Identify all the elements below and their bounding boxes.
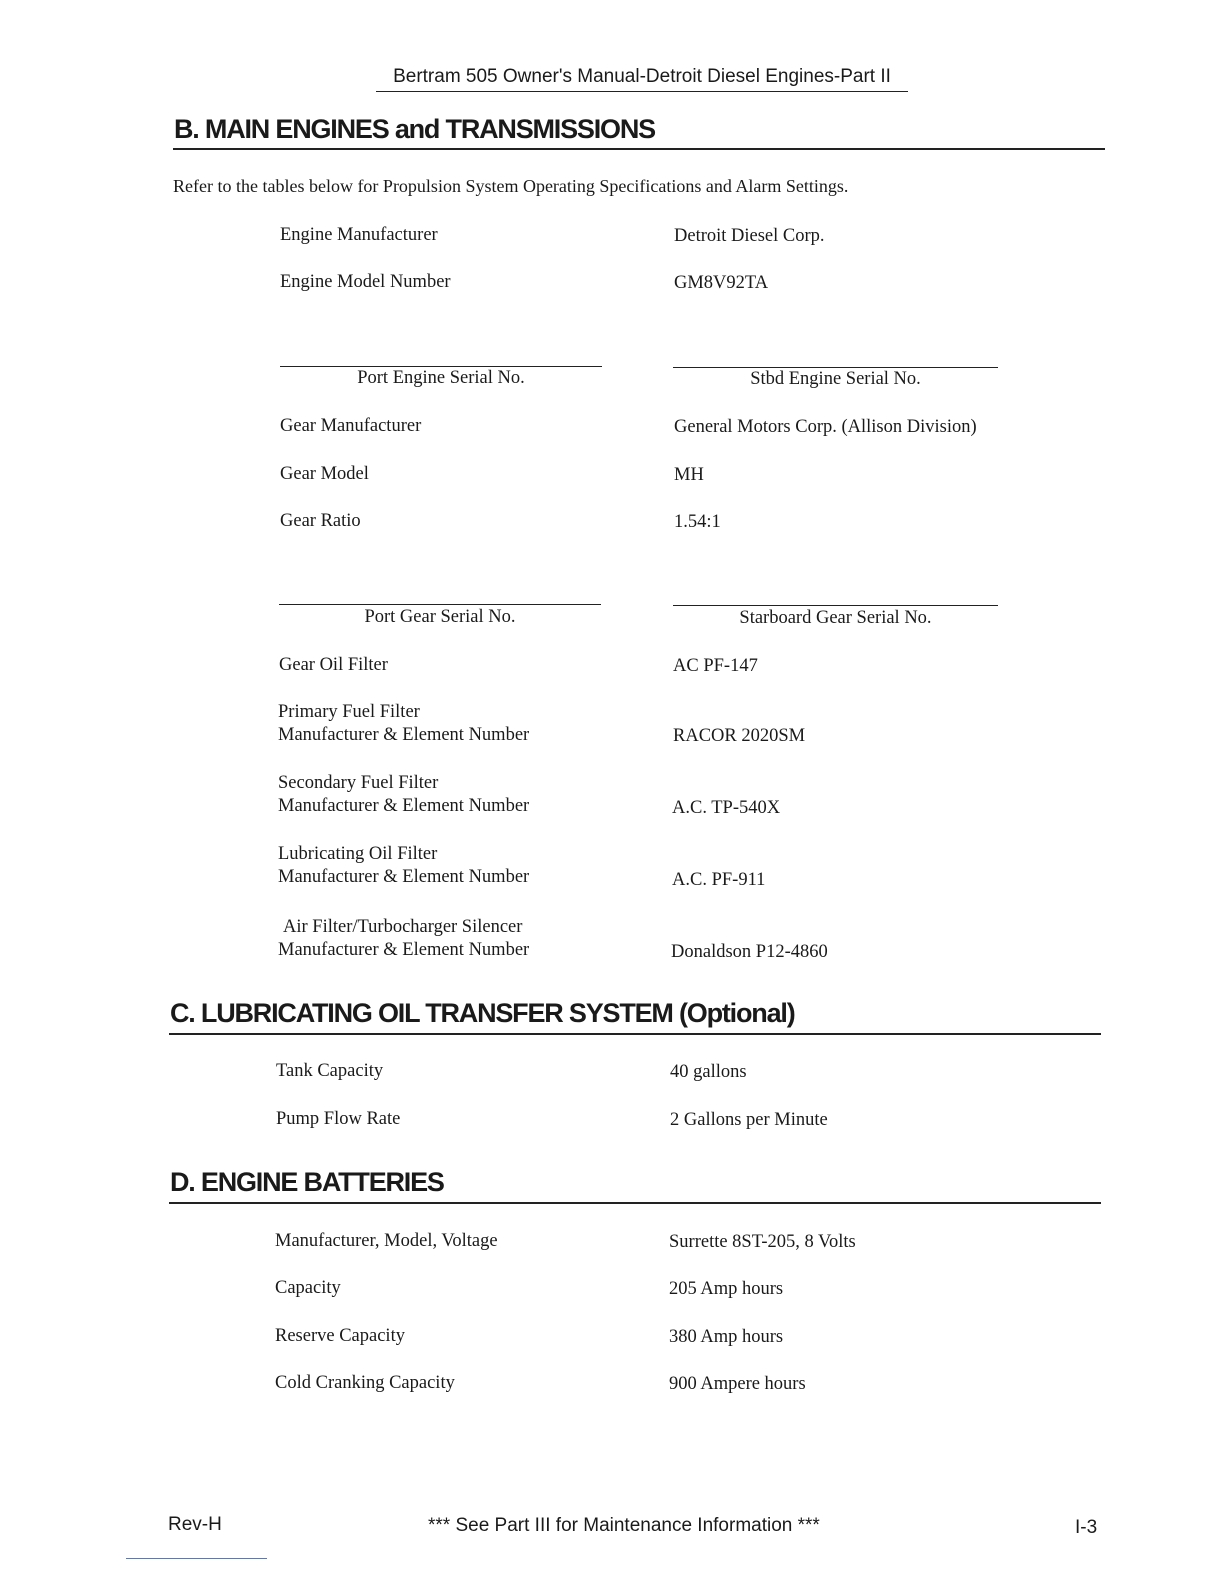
lube-oil-filter-label-line2: Manufacturer & Element Number — [278, 867, 530, 887]
footer-note: *** See Part III for Maintenance Information *** — [428, 1515, 820, 1536]
gear-manufacturer-label: Gear Manufacturer — [280, 416, 422, 436]
gear-model-label: Gear Model — [280, 464, 369, 484]
section-b-title: B. MAIN ENGINES and TRANSMISSIONS — [174, 114, 655, 144]
primary-fuel-filter-value: RACOR 2020SM — [673, 726, 806, 746]
secondary-fuel-filter-label — [278, 772, 529, 818]
cold-cranking-capacity-label: Cold Cranking Capacity — [275, 1373, 455, 1393]
primary-fuel-filter-label — [278, 701, 529, 747]
section-c-rule — [169, 1033, 1101, 1035]
reserve-capacity-label: Reserve Capacity — [275, 1326, 405, 1346]
gear-ratio-label: Gear Ratio — [280, 511, 361, 531]
pump-flow-rate-value: 2 Gallons per Minute — [670, 1110, 828, 1130]
tank-capacity-value: 40 gallons — [670, 1062, 747, 1082]
air-filter-label — [278, 916, 529, 962]
gear-oil-filter-label: Gear Oil Filter — [279, 655, 388, 675]
secondary-fuel-filter-label-line2: Manufacturer & Element Number — [278, 796, 530, 816]
lube-oil-filter-label-line1: Lubricating Oil Filter — [278, 844, 438, 864]
footer-revision: Rev-H — [168, 1514, 222, 1535]
gear-model-value: MH — [674, 465, 704, 485]
port-gear-serial-line — [279, 604, 601, 605]
engine-manufacturer-value: Detroit Diesel Corp. — [674, 226, 825, 246]
starboard-gear-serial-label: Starboard Gear Serial No. — [739, 608, 932, 628]
air-filter-value: Donaldson P12-4860 — [671, 942, 828, 962]
section-c-title: C. LUBRICATING OIL TRANSFER SYSTEM (Optional) — [170, 998, 795, 1028]
page-header-title: Bertram 505 Owner's Manual-Detroit Diesel Engines-Part II — [376, 66, 908, 92]
battery-capacity-value: 205 Amp hours — [669, 1279, 784, 1299]
cold-cranking-capacity-value: 900 Ampere hours — [669, 1374, 806, 1394]
footer-decorative-line — [126, 1558, 267, 1559]
starboard-gear-serial-line — [673, 605, 998, 606]
reserve-capacity-value: 380 Amp hours — [669, 1327, 784, 1347]
section-d-rule — [169, 1202, 1101, 1204]
section-b-rule — [173, 148, 1105, 150]
section-d-title: D. ENGINE BATTERIES — [170, 1167, 444, 1197]
pump-flow-rate-label: Pump Flow Rate — [276, 1109, 401, 1129]
lube-oil-filter-label — [278, 843, 529, 889]
section-b-intro: Refer to the tables below for Propulsion System Operating Specifications and Alarm Settings. — [173, 176, 849, 196]
air-filter-label-line2: Manufacturer & Element Number — [278, 940, 530, 960]
engine-manufacturer-label: Engine Manufacturer — [280, 225, 438, 245]
port-gear-serial-label: Port Gear Serial No. — [364, 607, 516, 627]
engine-model-label: Engine Model Number — [280, 272, 451, 292]
battery-manufacturer-label: Manufacturer, Model, Voltage — [275, 1231, 498, 1251]
stbd-engine-serial-line — [673, 367, 998, 368]
primary-fuel-filter-label-line1: Primary Fuel Filter — [278, 702, 420, 722]
secondary-fuel-filter-label-line1: Secondary Fuel Filter — [278, 773, 439, 793]
air-filter-label-line1: Air Filter/Turbocharger Silencer — [283, 917, 523, 937]
primary-fuel-filter-label-line2: Manufacturer & Element Number — [278, 725, 530, 745]
stbd-engine-serial-label: Stbd Engine Serial No. — [750, 369, 921, 389]
battery-capacity-label: Capacity — [275, 1278, 341, 1298]
secondary-fuel-filter-value: A.C. TP-540X — [672, 798, 781, 818]
port-engine-serial-line — [280, 366, 602, 367]
gear-manufacturer-value: General Motors Corp. (Allison Division) — [674, 417, 977, 437]
engine-model-value: GM8V92TA — [674, 273, 769, 293]
gear-oil-filter-value: AC PF-147 — [673, 656, 758, 676]
gear-ratio-value: 1.54:1 — [674, 512, 721, 532]
footer-page-number: I-3 — [1075, 1517, 1098, 1538]
battery-manufacturer-value: Surrette 8ST-205, 8 Volts — [669, 1232, 856, 1252]
tank-capacity-label: Tank Capacity — [276, 1061, 384, 1081]
lube-oil-filter-value: A.C. PF-911 — [672, 870, 766, 890]
port-engine-serial-label: Port Engine Serial No. — [357, 368, 525, 388]
